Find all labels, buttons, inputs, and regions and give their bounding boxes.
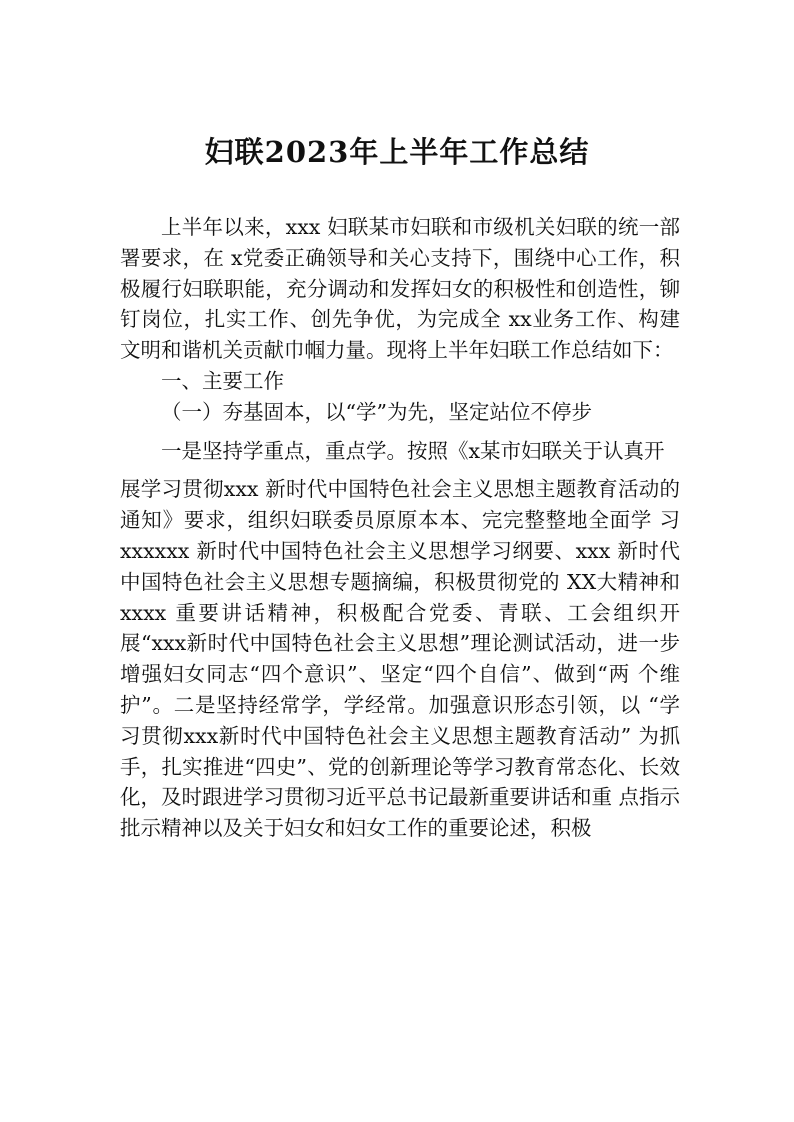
intro-paragraph: 上半年以来，xxx 妇联某市妇联和市级机关妇联的统一部署要求，在 x党委正确领导和关心支持下，围绕中心工作，积极履行妇联职能，充分调动和发挥妇女的积极性和创造性，铆钉岗位，扎实工作、创先争优，为完成全 xx业务工作、构建文明和谐机关贡献巾帼力量。现将上半年妇联工作总结如下： <box>120 215 680 363</box>
subsection-heading-1: （一）夯基固本，以“学”为先，坚定站位不停步 <box>161 399 592 424</box>
study-paragraph: 展学习贯彻xxx 新时代中国特色社会主义思想主题教育活动的通知》要求，组织妇联委员原原本本、完完整整地全面学 习xxxxxx 新时代中国特色社会主义思想学习纲要、xxx 新时代中国特色社会主义思想专题摘编，积极贯彻党的 XX大精神和xxxx 重要讲话精神，积极配合党委、青联、工会组织开展“xxx新时代中国特色社会主义思想”理论测试活动，进一步增强妇女同志“四个意识”、坚定“四个自信”、做到“两 个维护”。二是坚持经常学，学经常。加强意识形态引领，以 “学习贯彻xxx新时代中国特色社会主义思想主题教育活动” 为抓手，扎实推进“四史”、党的创新理论等学习教育常态化、长效化，及时跟进学习贯彻习近平总书记最新重要讲话和重 点指示批示精神以及关于妇女和妇女工作的重要论述，积极 <box>120 477 681 841</box>
section-heading-main-work: 一、主要工作 <box>161 368 284 393</box>
document-body <box>120 212 680 844</box>
document-title: 妇联2023年上半年工作总结 <box>204 135 590 169</box>
study-paragraph-lead: 一是坚持学重点，重点学。按照《x某市妇联关于认真开 <box>161 438 665 463</box>
